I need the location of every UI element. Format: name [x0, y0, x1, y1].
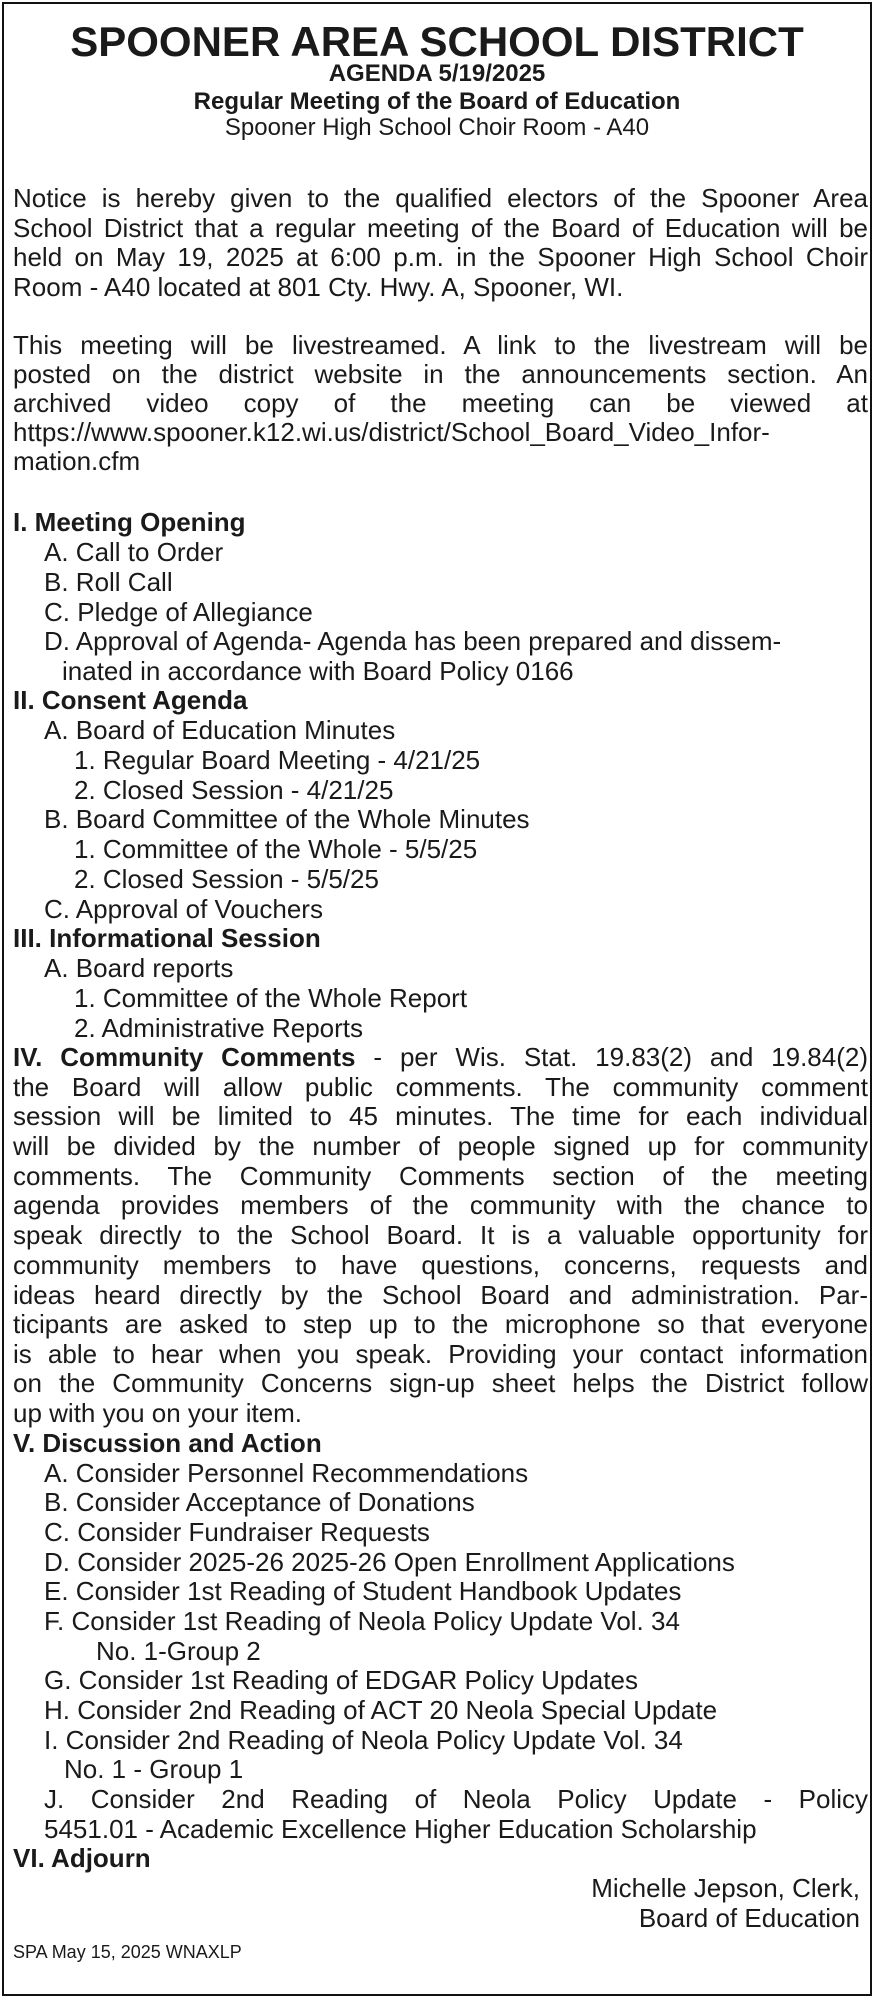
public-notice [2, 2, 872, 1996]
agenda-item: D. Consider 2025-26 2025-26 Open Enrollment Applications [44, 1547, 735, 1577]
meeting-name: Regular Meeting of the Board of Education [193, 88, 681, 115]
agenda-item: B. Consider Acceptance of Donations [44, 1487, 475, 1517]
community-comments-line: ideas heard directly by the School Board and administration. Par- [13, 1280, 868, 1310]
agenda-subitem: 2. Closed Session - 4/21/25 [74, 775, 394, 805]
agenda-item: G. Consider 1st Reading of EDGAR Policy Updates [44, 1665, 638, 1695]
livestream-line: archived video copy of the meeting can be viewed at [13, 388, 868, 418]
agenda-item: B. Roll Call [44, 567, 173, 597]
agenda-item: B. Board Committee of the Whole Minutes [44, 804, 530, 834]
community-comments-line: comments. The Community Comments section of the meeting [13, 1161, 868, 1191]
community-comments-line: community members to have questions, concerns, requests and [13, 1250, 868, 1280]
community-comments-line: speak directly to the School Board. It is a valuable opportunity for [13, 1220, 868, 1250]
community-comments-line: agenda provides members of the community with the chance to [13, 1190, 868, 1220]
publication-code: SPA May 15, 2025 WNAXLP [13, 1942, 242, 1962]
section-adjourn: VI. Adjourn [13, 1843, 151, 1873]
agenda-item: I. Consider 2nd Reading of Neola Policy Update Vol. 34 [44, 1725, 683, 1755]
meeting-location: Spooner High School Choir Room - A40 [224, 114, 650, 141]
agenda-item-continued: 5451.01 - Academic Excellence Higher Education Scholarship [44, 1814, 757, 1844]
agenda-subitem: 1. Regular Board Meeting - 4/21/25 [74, 745, 481, 775]
community-comments-line: up with you on your item. [13, 1398, 303, 1428]
agenda-item: C. Approval of Vouchers [44, 894, 323, 924]
agenda-item-continued: inated in accordance with Board Policy 0166 [62, 656, 574, 686]
livestream-line: posted on the district website in the announcements section. An [13, 359, 868, 389]
section-consent-agenda: II. Consent Agenda [13, 685, 248, 715]
agenda-item: C. Consider Fundraiser Requests [44, 1517, 430, 1547]
livestream-url-line: mation.cfm [13, 446, 141, 476]
community-comments-line: ticipants are asked to step up to the microphone so that everyone [13, 1309, 868, 1339]
community-comments-line: is able to hear when you speak. Providing your contact information [13, 1339, 868, 1369]
community-comments-line: will be divided by the number of people signed up for community [13, 1131, 868, 1161]
agenda-item: J. Consider 2nd Reading of Neola Policy Update - Policy [44, 1784, 868, 1814]
agenda-item: E. Consider 1st Reading of Student Handbook Updates [44, 1576, 682, 1606]
agenda-item: H. Consider 2nd Reading of ACT 20 Neola Special Update [44, 1695, 718, 1725]
community-comments-statute: - per Wis. Stat. 19.83(2) and 19.84(2) [355, 1042, 868, 1072]
agenda-item: C. Pledge of Allegiance [44, 597, 313, 627]
agenda-item: D. Approval of Agenda- Agenda has been prepared and dissem- [44, 626, 782, 656]
livestream-line: This meeting will be livestreamed. A link to the livestream will be [13, 330, 868, 360]
district-title: SPOONER AREA SCHOOL DISTRICT [70, 18, 804, 65]
agenda-item: A. Board of Education Minutes [44, 715, 396, 745]
agenda-item: A. Board reports [44, 953, 234, 983]
notice-paragraph: Notice is hereby given to the qualified electors of the Spooner Area School District that a regular meeting of the Board of Education will be held on May 19, 2025 at 6:00 p.m. in the Spooner High School Choir Room - A40 located at 801 Cty. Hwy. A, Spooner, WI. [13, 183, 868, 302]
community-comments-line: the Board will allow public comments. The community comment [13, 1072, 868, 1102]
agenda-subitem: 2. Closed Session - 5/5/25 [74, 864, 379, 894]
agenda-item: A. Consider Personnel Recommendations [44, 1458, 529, 1488]
community-comments-line: on the Community Concerns sign-up sheet helps the District follow [13, 1368, 868, 1398]
section-informational-session: III. Informational Session [13, 923, 321, 953]
agenda-item: A. Call to Order [44, 537, 224, 567]
agenda-date: AGENDA 5/19/2025 [328, 60, 546, 87]
agenda-item-continued: No. 1 - Group 1 [64, 1754, 244, 1784]
section-meeting-opening: I. Meeting Opening [13, 507, 246, 537]
agenda-item: F. Consider 1st Reading of Neola Policy Update Vol. 34 [44, 1606, 680, 1636]
section-community-comments: IV. Community Comments [13, 1042, 356, 1072]
clerk-organization: Board of Education [638, 1903, 860, 1933]
agenda-subitem: 1. Committee of the Whole - 5/5/25 [74, 834, 478, 864]
community-comments-lead [13, 1042, 868, 1072]
agenda-subitem: 1. Committee of the Whole Report [74, 983, 468, 1013]
agenda-item-continued: No. 1-Group 2 [96, 1636, 261, 1666]
section-discussion-action: V. Discussion and Action [13, 1428, 322, 1458]
clerk-name: Michelle Jepson, Clerk, [591, 1873, 860, 1903]
agenda-subitem: 2. Administrative Reports [74, 1013, 364, 1043]
community-comments-line: session will be limited to 45 minutes. The time for each individual [13, 1101, 868, 1131]
livestream-url-line: https://www.spooner.k12.wi.us/district/School_Board_Video_Infor- [13, 417, 770, 447]
